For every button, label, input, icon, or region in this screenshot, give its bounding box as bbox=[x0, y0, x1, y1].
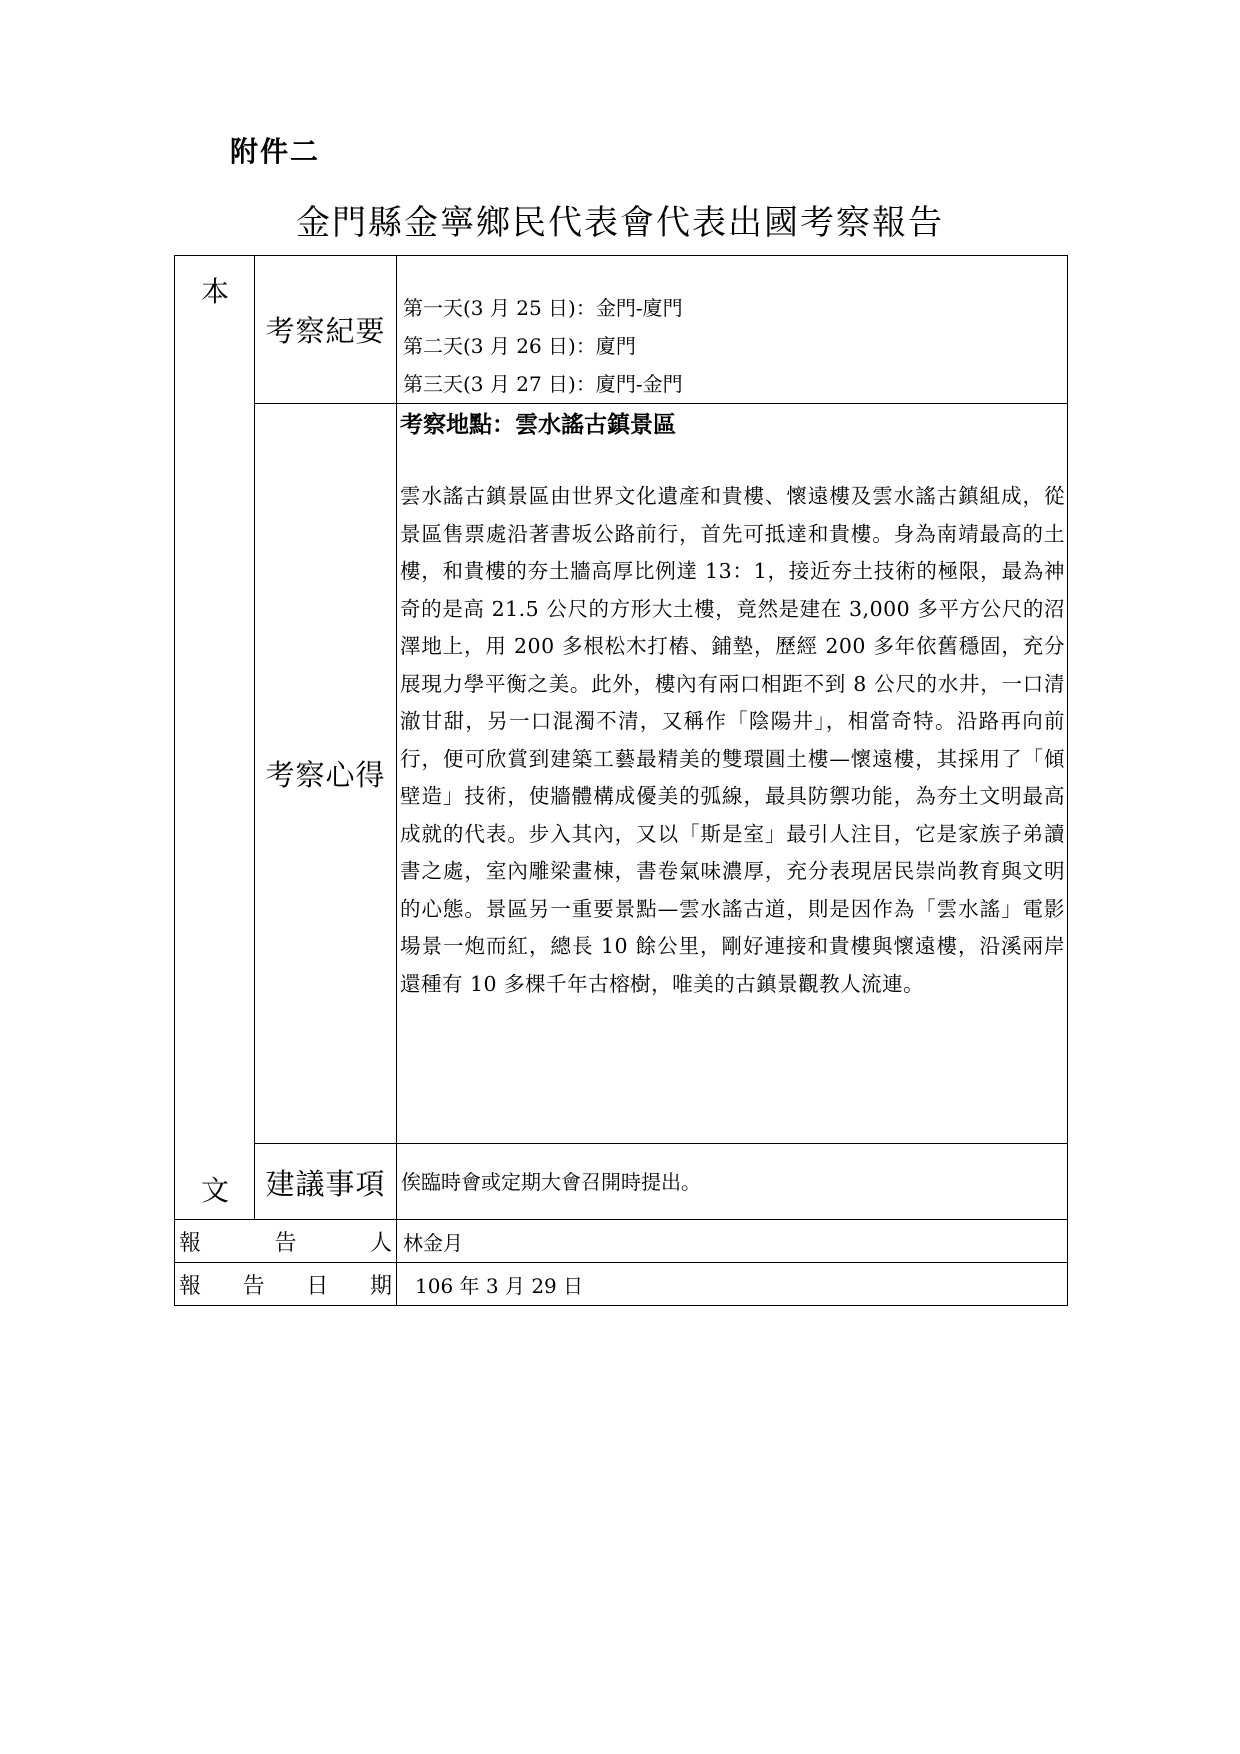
report-date-label-char: 日 bbox=[306, 1273, 329, 1299]
itinerary-day-1: 第一天(3 月 25 日)：金門-廈門 bbox=[403, 296, 683, 320]
experience-text: 雲水謠古鎮景區由世界文化遺產和貴樓、懷遠樓及雲水謠古鎮組成，從景區售票處沿著書坂公路前行，首先可抵達和貴樓。身為南靖最高的土樓，和貴樓的夯土牆高厚比例達 13：1，接近夯土技術的極限，最為神奇的是高 21.5 公尺的方形大土樓，竟然是建在 3,000 多平方公尺的沼澤地上，用 200 多根松木打樁、鋪墊，歷經 200 多年依舊穩固，充分展現力學平衡之美。此外，樓內有兩口相距不到 8 公尺的水井，一口清澈甘甜，另一口混濁不清，又稱作「陰陽井」，相當奇特。沿路再向前行，便可欣賞到建築工藝最精美的雙環圓土樓—懷遠樓，其採用了「傾壁造」技術，使牆體構成優美的弧線，最具防禦功能，為夯土文明最高成就的代表。步入其內，又以「斯是室」最引人注目，它是家族子弟讀書之處，室內雕梁畫棟，書卷氣味濃厚，充分表現居民崇尚教育與文明的心態。景區另一重要景點—雲水謠古道，則是因作為「雲水謠」電影場景一炮而紅，總長 10 餘公里，剛好連接和貴樓與懷遠樓，沿溪兩岸還種有 10 多棵千年古榕樹，唯美的古鎮景觀教人流連。 bbox=[400, 484, 1065, 996]
itinerary-day-3: 第三天(3 月 27 日)：廈門-金門 bbox=[403, 372, 683, 396]
body-side-cell bbox=[175, 256, 255, 1220]
itinerary-day-2: 第二天(3 月 26 日)：廈門 bbox=[403, 334, 636, 358]
report-table bbox=[174, 255, 1068, 1306]
report-date-label bbox=[175, 1263, 397, 1306]
experience-content bbox=[397, 404, 1068, 1144]
report-date-label-char: 告 bbox=[242, 1273, 265, 1299]
document-title: 金門縣金寧鄉民代表會代表出國考察報告 bbox=[296, 203, 944, 243]
reporter-label-char: 人 bbox=[369, 1230, 392, 1256]
reporter-label bbox=[175, 1220, 397, 1263]
recommendation-value: 俟臨時會或定期大會召開時提出。 bbox=[397, 1144, 1068, 1220]
report-date-label-char: 期 bbox=[369, 1273, 392, 1299]
experience-location: 考察地點：雲水謠古鎮景區 bbox=[400, 412, 676, 438]
report-date-value: 106 年 3 月 29 日 bbox=[397, 1263, 1068, 1306]
recommendation-label: 建議事項 bbox=[255, 1144, 397, 1220]
side-label-bottom: 文 bbox=[200, 1174, 229, 1207]
summary-label: 考察紀要 bbox=[255, 256, 397, 404]
reporter-label-char: 告 bbox=[274, 1230, 297, 1256]
side-label-top: 本 bbox=[200, 275, 229, 308]
attachment-label: 附件二 bbox=[230, 135, 321, 168]
reporter-label-char: 報 bbox=[179, 1230, 202, 1256]
report-date-label-char: 報 bbox=[179, 1273, 202, 1299]
experience-label: 考察心得 bbox=[255, 404, 397, 1144]
summary-content bbox=[397, 256, 1068, 404]
reporter-value: 林金月 bbox=[397, 1220, 1068, 1263]
